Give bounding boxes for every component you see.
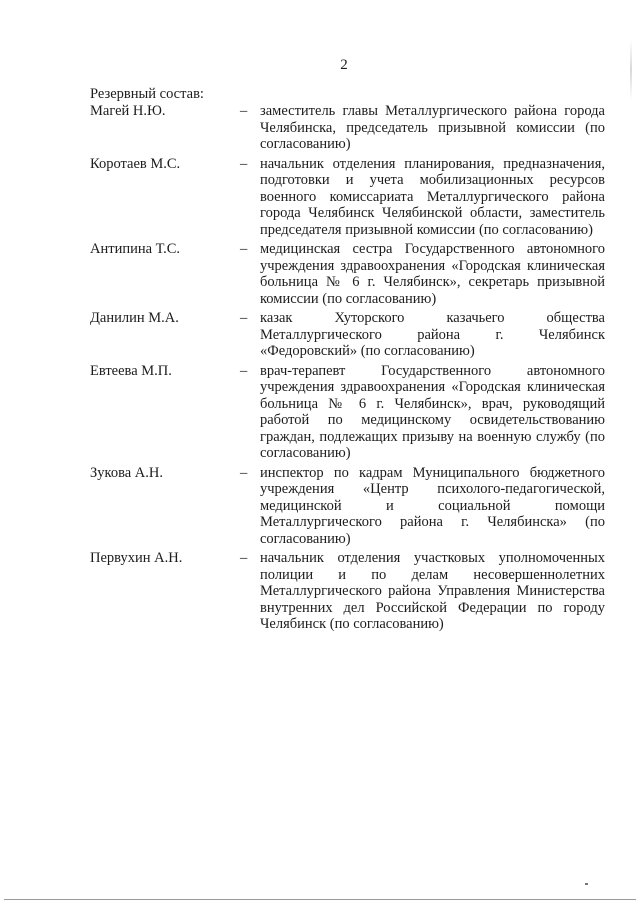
member-name: Магей Н.Ю. [90, 103, 166, 119]
entry-dash: – [240, 464, 248, 481]
page-number: 2 [340, 57, 348, 73]
member-name: Евтеева М.П. [90, 362, 172, 379]
entry-dash: – [240, 310, 248, 326]
member-position: начальник отделения участковых уполномоченных полиции и по делам несовершеннолетних Металлургического района Управления Министерства внутренних дел Российской Федерации по городу Челябинск (по согласованию) [260, 550, 605, 632]
commission-member-list [90, 103, 605, 633]
member-position: заместитель главы Металлургического района города Челябинска, председатель призывной комиссии (по согласованию) [260, 103, 605, 152]
member-position: врач-терапевт Государственного автономного учреждения здравоохранения «Городская клиническая больница № 6 г. Челябинск», врач, руководящий работой по медицинскому освидетельствованию граждан, подлежащих призыву на военную службу (по согласованию) [260, 362, 605, 461]
entry-dash: – [240, 103, 248, 119]
member-name: Зукова А.Н. [90, 464, 163, 481]
member-name: Данилин М.А. [90, 310, 179, 326]
member-entry [90, 103, 605, 153]
entry-dash: – [240, 362, 248, 379]
member-name: Антипина Т.С. [90, 241, 180, 257]
member-entry [90, 241, 605, 307]
member-entry [90, 310, 605, 360]
member-position: казак Хуторского казачьего общества Металлургического района г. Челябинск «Федоровский» (по согласованию) [260, 310, 605, 359]
member-name: Коротаев М.С. [90, 155, 181, 172]
entry-dash: – [240, 241, 248, 257]
entry-dash: – [240, 155, 248, 172]
member-position: инспектор по кадрам Муниципального бюджетного учреждения «Центр психолого-педагогической, медицинской и социальной помощи Металлургического района г. Челябинска» (по согласованию) [260, 464, 605, 547]
member-position: медицинская сестра Государственного автономного учреждения здравоохранения «Городская клиническая больница № 6 г. Челябинск», секретарь призывной комиссии (по согласованию) [260, 241, 605, 307]
member-position: начальник отделения планирования, предназначения, подготовки и учета мобилизационных ресурсов военного комиссариата Металлургического района города Челябинск Челябинской области, заместитель председателя призывной комиссии (по согласованию) [260, 155, 605, 238]
page-bottom-edge-line [4, 899, 636, 900]
member-entry [90, 156, 605, 239]
member-name: Первухин А.Н. [90, 550, 183, 566]
entry-dash: – [240, 550, 248, 566]
member-entry [90, 550, 605, 633]
member-entry [90, 465, 605, 548]
scan-speck [585, 883, 588, 885]
reserve-composition-heading: Резервный состав: [90, 86, 204, 102]
member-entry [90, 363, 605, 462]
